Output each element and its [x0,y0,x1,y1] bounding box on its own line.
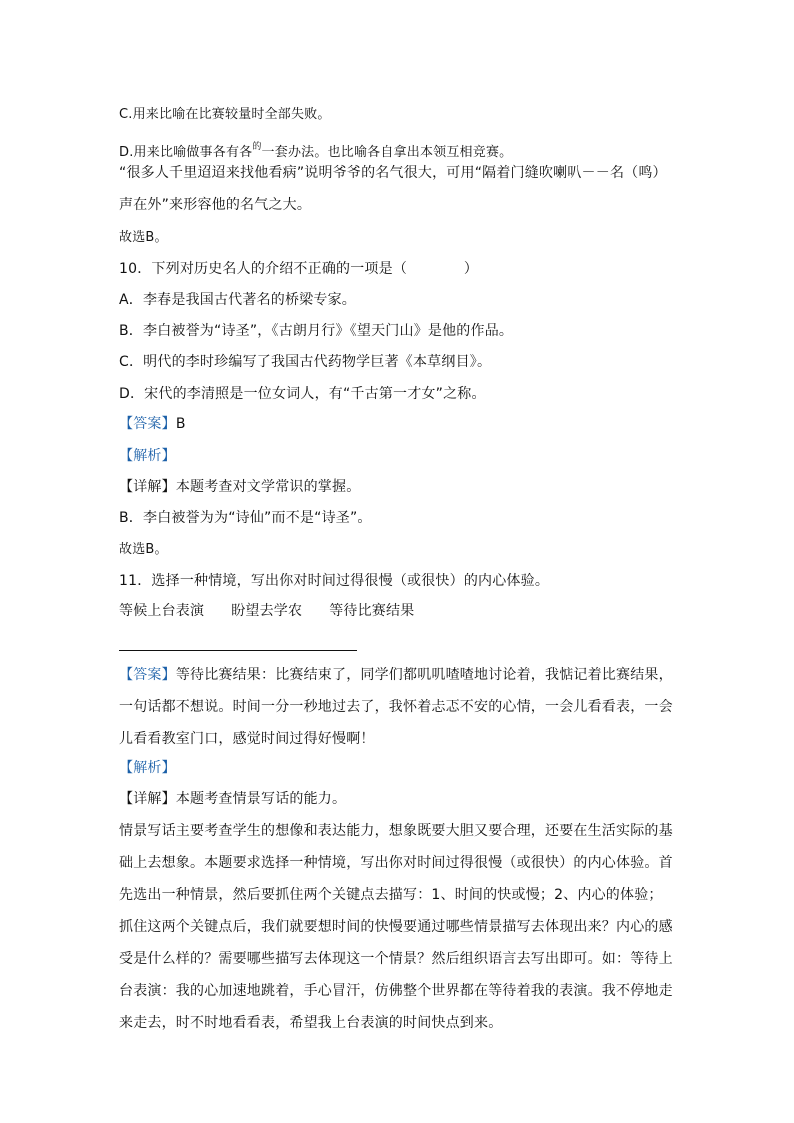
q11-choice-3: 等待比赛结果 [329,603,415,619]
prev-option-d-after: 一套办法。也比喻各自拿出本领互相竞赛。 [261,145,513,160]
q11-detail [119,790,346,808]
q11-answer-text: 等待比赛结果：比赛结束了，同学们都叽叽喳喳地讨论着，我惦记着比赛结果，一句话都不想说。时间一分一秒地过去了，我怀着忐忑不安的心情，一会儿看看表，一会儿看看教室门口，感觉时间过得好慢啊！ [119,667,673,747]
q11-detail-text: 本题考查情景写话的能力。 [175,791,347,807]
q10-answer-label: 【答案】 [119,416,176,432]
prev-conclusion: 故选B。 [119,230,168,245]
q11-detail-label: 【详解】 [119,791,176,807]
q10-detail [119,478,360,496]
prev-option-d-before: D.用来比喻做事各有各 [119,145,253,160]
q10-option-a: A．李春是我国古代著名的桥梁专家。 [119,292,356,308]
answer-blank-line [119,650,357,651]
prev-option-c: C.用来比喻在比赛较量时全部失败。 [119,107,331,122]
prev-explanation-line2: 声在外”来形容他的名气之大。 [119,197,312,213]
prev-option-d-sup: 的 [252,142,262,152]
q10-answer [119,415,186,433]
prev-option-d [119,138,512,162]
q10-option-b: B．李白被誉为“诗圣”，《古朗月行》《望天门山》是他的作品。 [119,323,514,339]
q11-choices [119,602,414,620]
q10-option-d: D．宋代的李清照是一位女词人，有“千古第一才女”之称。 [119,386,486,402]
q11-answer-label: 【答案】 [119,667,176,683]
q10-analysis [119,447,176,465]
q11-choice-2: 盼望去学农 [231,603,303,619]
q10-detail-label: 【详解】 [119,479,176,495]
q10-detail-line2: B．李白被誉为为“诗仙”而不是“诗圣”。 [119,510,372,526]
q10-detail-text: 本题考查对文学常识的掌握。 [175,479,361,495]
q11-explanation: 情景写话主要考查学生的想像和表达能力，想象既要大胆又要合理，还要在生活实际的基础上去想象。本题要求选择一种情境，写出你对时间过得很慢（或很快）的内心体验。首先选出一种情景，然后要抓住两个关键点去描写：1、时间的快或慢；2、内心的体验；抓住这两个关键点后，我们就要想时间的快慢要通过哪些情景描写去体现出来？内心的感受是什么样的？需要哪些描写去体现这一个情景？然后组织语言去写出即可。如：等待上台表演：我的心加速地跳着，手心冒汗，仿佛整个世界都在等待着我的表演。我不停地走来走去，时不时地看看表，希望我上台表演的时间快点到来。 [119,823,673,1031]
q11-answer [119,659,675,755]
q11-stem: 11．选择一种情境，写出你对时间过得很慢（或很快）的内心体验。 [119,573,550,589]
q10-analysis-label: 【解析】 [119,448,176,464]
q10-option-c: C．明代的李时珍编写了我国古代药物学巨著《本草纲目》。 [119,354,492,370]
q10-answer-value: B [175,416,186,432]
q11-choice-1: 等候上台表演 [119,603,205,619]
q11-analysis-label: 【解析】 [119,760,176,776]
q10-conclusion: 故选B。 [119,542,168,557]
prev-explanation-line1: “很多人千里迢迢来找他看病”说明爷爷的名气很大，可用“隔着门缝吹喇叭－－名（鸣） [119,165,667,181]
q10-stem: 10．下列对历史名人的介绍不正确的一项是（ ） [119,261,479,277]
q11-analysis [119,759,176,777]
